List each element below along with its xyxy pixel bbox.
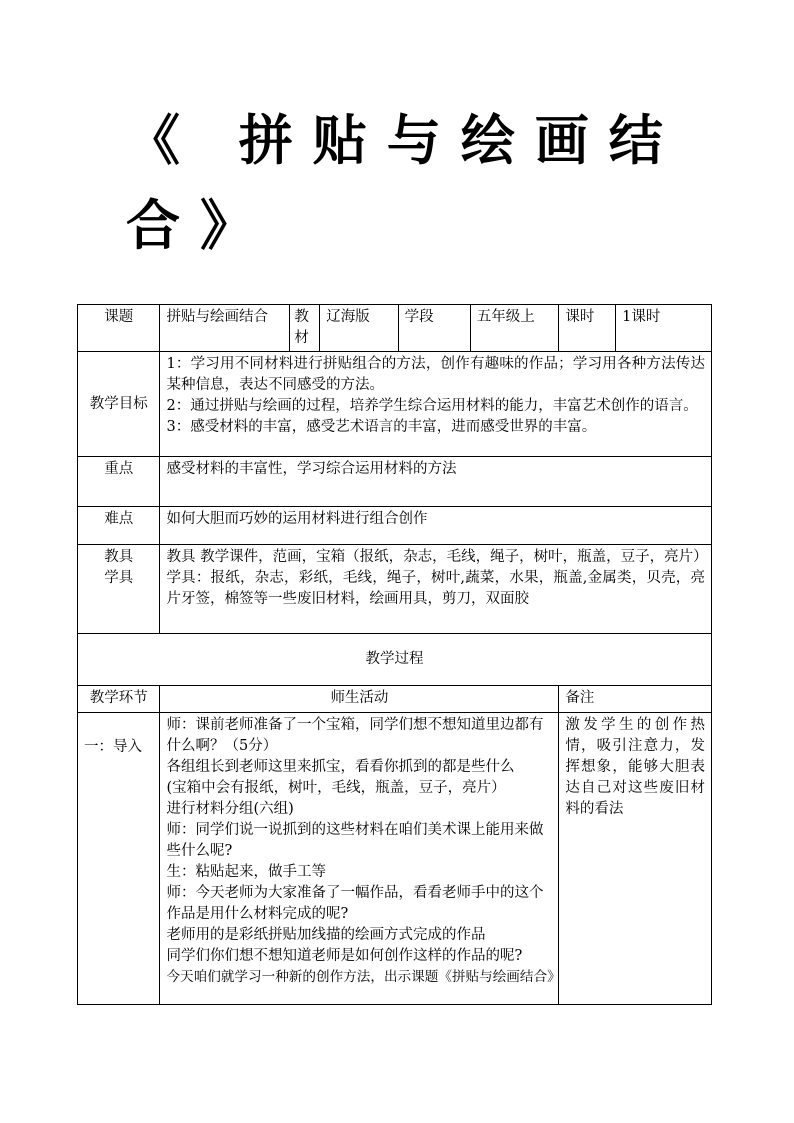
activity-line-3: (宝箱中会有报纸，树叶，毛线，瓶盖，豆子，亮片） — [166, 780, 506, 796]
activity-content — [160, 713, 559, 1005]
tools-content — [160, 545, 712, 634]
key-point-text: 感受材料的丰富性，学习综合运用材料的方法 — [160, 457, 712, 507]
col-activity-header: 师生活动 — [160, 686, 559, 713]
activity-line-5: 师：同学们说一说抓到的这些材料在咱们美术课上能用来做些什么呢? — [166, 822, 544, 859]
activity-line-9: 同学们你们想不想知道老师是如何创作这样的作品的呢? — [166, 948, 523, 964]
lesson-plan-table — [77, 304, 712, 1005]
activity-line-7: 师：今天老师为大家准备了一幅作品，看看老师手中的这个作品是用什么材料完成的呢? — [166, 885, 544, 922]
textbook-label: 教材 — [290, 305, 320, 352]
goals-content — [160, 352, 712, 457]
stage-intro: 一：导入 — [78, 713, 160, 1005]
tools-label-teacher: 教具 — [104, 549, 134, 565]
topic-value: 拼贴与绘画结合 — [160, 305, 290, 352]
goal-item-3: 3：感受材料的丰富，感受艺术语言的丰富，进而感受世界的丰富。 — [166, 419, 597, 435]
goals-label: 教学目标 — [78, 352, 160, 457]
difficulty-row — [78, 507, 712, 545]
hours-label: 课时 — [559, 305, 616, 352]
col-note-header: 备注 — [559, 686, 712, 713]
tools-label — [78, 545, 160, 634]
note-content: 激发学生的创作热情，吸引注意力，发挥想象，能够大胆表达自己对这些废旧材料的看法 — [559, 713, 712, 1005]
process-title: 教学过程 — [78, 634, 712, 686]
difficulty-label: 难点 — [78, 507, 160, 545]
key-point-label: 重点 — [78, 457, 160, 507]
textbook-value: 辽海版 — [320, 305, 398, 352]
process-title-row — [78, 634, 712, 686]
activity-line-10: 今天咱们就学习一种新的创作方法，出示课题《拼贴与绘画结合》 — [166, 969, 561, 985]
goal-item-1: 1：学习用不同材料进行拼贴组合的方法，创作有趣味的作品；学习用各种方法传达某种信息，表达不同感受的方法。 — [166, 356, 705, 393]
activity-line-4: 进行材料分组(六组) — [166, 801, 294, 817]
goal-item-2: 2：通过拼贴与绘画的过程，培养学生综合运用材料的能力，丰富艺术创作的语言。 — [166, 398, 698, 414]
key-point-row — [78, 457, 712, 507]
topic-label: 课题 — [78, 305, 160, 352]
student-tools: 学具：报纸，杂志，彩纸，毛线，绳子，树叶,蔬菜，水果，瓶盖,金属类，贝壳，亮片牙签，棉签等一些废旧材料，绘画用具，剪刀，双面胶 — [166, 570, 705, 607]
col-stage-header: 教学环节 — [78, 686, 160, 713]
activity-line-1: 师：课前老师准备了一个宝箱，同学们想不想知道里边都有什么啊？（5分） — [166, 717, 544, 754]
process-row-intro — [78, 713, 712, 1005]
goals-row — [78, 352, 712, 457]
difficulty-text: 如何大胆而巧妙的运用材料进行组合创作 — [160, 507, 712, 545]
tools-label-student: 学具 — [104, 570, 134, 586]
activity-line-2: 各组组长到老师这里来抓宝，看看你抓到的都是些什么 — [166, 759, 515, 775]
stage-value: 五年级上 — [470, 305, 559, 352]
activity-line-6: 生：粘贴起来，做手工等 — [166, 864, 326, 880]
document-title-line-1: 《 拼贴与绘画结 — [126, 109, 683, 172]
header-row — [78, 305, 712, 352]
hours-value: 1课时 — [616, 305, 712, 352]
activity-line-8: 老师用的是彩纸拼贴加线描的绘画方式完成的作品 — [166, 927, 486, 943]
stage-label: 学段 — [398, 305, 470, 352]
document-title-line-2: 合》 — [126, 194, 274, 257]
tools-row — [78, 545, 712, 634]
process-header-row — [78, 686, 712, 713]
teacher-tools: 教具 教学课件，范画，宝箱（报纸，杂志，毛线，绳子，树叶，瓶盖，豆子，亮片） — [166, 549, 708, 565]
